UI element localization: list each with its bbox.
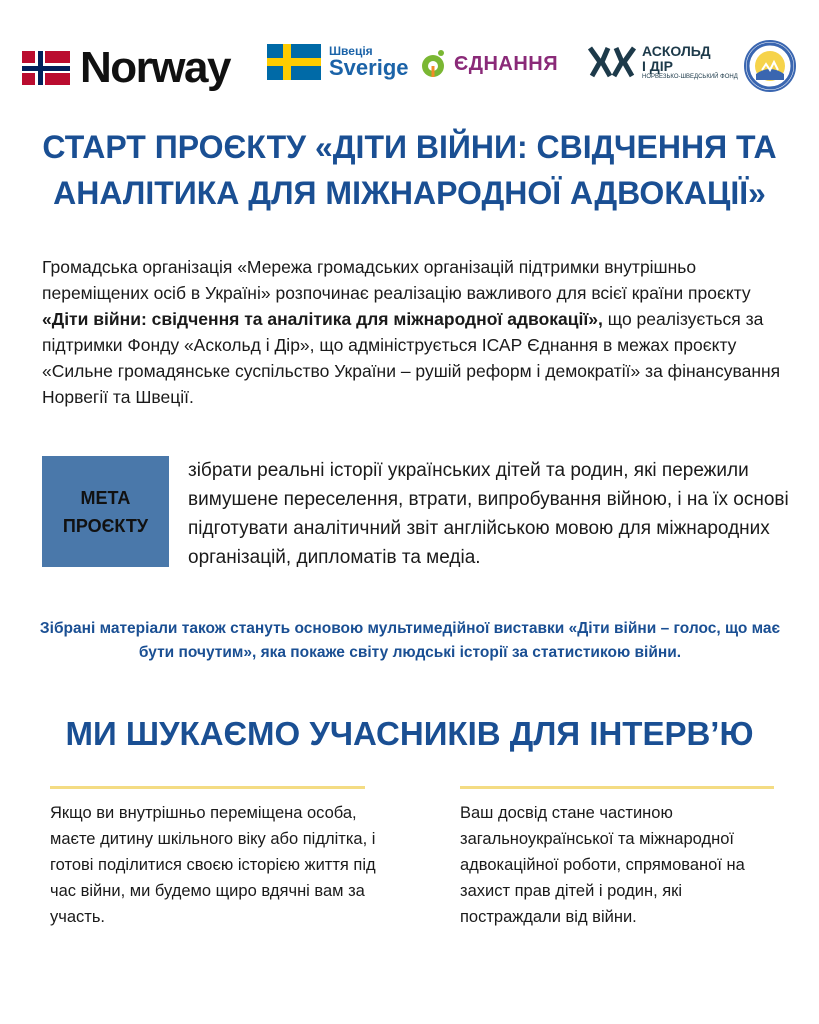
sweden-flag-icon xyxy=(267,44,321,80)
askold-wordmark-line1: АСКОЛЬД xyxy=(642,43,711,60)
askold-logo xyxy=(588,44,738,80)
participants-heading: МИ ШУКАЄМО УЧАСНИКІВ ДЛЯ ІНТЕРВ’Ю xyxy=(65,715,754,752)
left-divider xyxy=(50,786,365,789)
network-emblem-logo xyxy=(744,40,796,92)
norway-flag-icon xyxy=(22,51,70,85)
sweden-ukrainian-name: Швеція xyxy=(329,44,373,58)
sweden-logo xyxy=(267,44,409,80)
intro-text-end: що реалізується за підтримки Фонду «Аскольд і Дір», що адмініструється ІСАР Єднання в межах проєкту «Сильне громадянське суспільство України – рушій реформ і демократії» за фінансування Норвегії та Швеції. xyxy=(42,309,781,407)
goal-description: зібрати реальні історії українських дітей та родин, які пережили вимушене переселення, втрати, випробування війною, і на їх основі підготувати аналітичний звіт англійською мовою для міжнародних організацій, дипломатів та медіа. xyxy=(188,460,789,568)
goal-label-line2: ПРОЄКТУ xyxy=(62,515,149,536)
ednannya-logo xyxy=(420,48,558,80)
askold-subtitle: НОРВЕЗЬКО-ШВЕДСЬКИЙ ФОНД xyxy=(642,73,738,80)
sweden-wordmark: Sverige xyxy=(329,55,409,80)
right-divider xyxy=(460,786,774,789)
page-title: СТАРТ ПРОЄКТУ «ДІТИ ВІЙНИ: СВІДЧЕННЯ ТА АНАЛІТИКА ДЛЯ МІЖНАРОДНОЇ АДВОКАЦІЇ» xyxy=(42,129,777,211)
left-column-text: Якщо ви внутрішньо переміщена особа, маєте дитину шкільного віку або підлітка, і готові поділитися своєю історією життя під час війни, ми будемо щиро вдячні вам за участь. xyxy=(50,804,376,926)
ednannya-leaf-icon xyxy=(420,48,448,80)
norway-wordmark: Norway xyxy=(80,43,230,92)
right-column-text: Ваш досвід стане частиною загальноукраїнської та міжнародної адвокаційної роботи, спрямованої на захист прав дітей і родин, які постраждали від війни. xyxy=(460,804,745,926)
goal-label-box xyxy=(42,456,169,567)
goal-label-line1: МЕТА xyxy=(80,487,131,508)
intro-project-name: «Діти війни: свідчення та аналітика для міжнародної адвокації», xyxy=(42,309,603,329)
ednannya-wordmark: ЄДНАННЯ xyxy=(454,52,559,75)
network-emblem-icon xyxy=(744,40,796,92)
exhibition-note: Зібрані матеріали також стануть основою мультимедійної виставки «Діти війни – голос, що має бути почутим», яка покаже світу людські історії за статистикою війни. xyxy=(39,620,781,661)
intro-paragraph xyxy=(42,254,797,410)
partner-logos xyxy=(22,38,802,98)
intro-text-start: Громадська організація «Мережа громадських організацій підтримки внутрішньо переміщених осіб в Україні» розпочинає реалізацію важливого для всієї країни проєкту xyxy=(42,257,751,303)
askold-figures-icon xyxy=(588,44,636,80)
askold-wordmark-line2: І ДІР xyxy=(642,57,673,74)
norway-logo xyxy=(22,43,230,92)
